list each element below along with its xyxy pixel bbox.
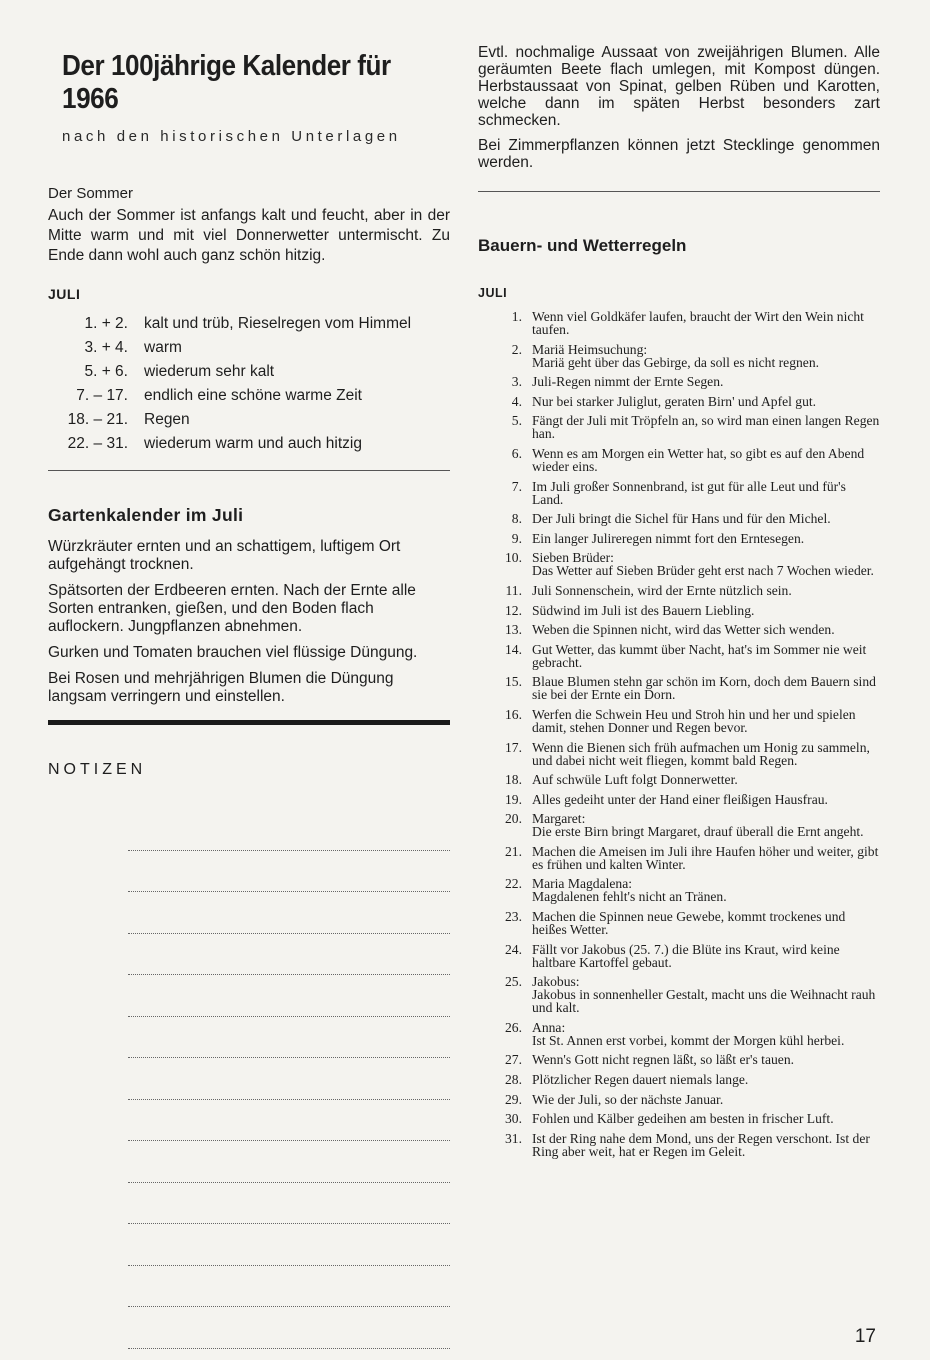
rule-number: 28. bbox=[505, 1072, 522, 1088]
rule-number: 23. bbox=[505, 909, 522, 925]
notes-line bbox=[128, 1183, 450, 1225]
notes-line bbox=[128, 851, 450, 893]
rule-number: 8. bbox=[511, 511, 522, 527]
rule-item bbox=[478, 708, 880, 734]
rule-number: 11. bbox=[505, 582, 522, 598]
rule-text: Wenn es am Morgen ein Wetter hat, so gibt es auf den Abend wieder eins. bbox=[532, 445, 865, 474]
rule-number: 29. bbox=[505, 1091, 522, 1107]
rule-item bbox=[478, 414, 880, 440]
rule-number: 7. bbox=[511, 478, 522, 494]
rule-item bbox=[478, 675, 880, 701]
weather-days: 18. – 21. bbox=[67, 411, 128, 428]
summer-text: Auch der Sommer ist anfangs kalt und feucht, aber in der Mitte warm und mit viel Donnerwetter untermischt. Zu Ende dann wohl auch ganz schön hitzig. bbox=[48, 207, 450, 264]
indoor-plants-text: Bei Zimmerpflanzen können jetzt Stecklinge genommen werden. bbox=[478, 137, 880, 171]
garden-paragraph: Spätsorten der Erdbeeren ernten. Nach der Ernte alle Sorten entranken, gießen, und den Boden flach auflockern. Jungpflanzen abnehmen. bbox=[48, 582, 416, 635]
rule-number: 17. bbox=[505, 739, 522, 755]
rule-text: Auf schwüle Luft folgt Donnerwetter. bbox=[532, 772, 738, 788]
weather-forecast-list bbox=[48, 312, 450, 456]
garden-paragraph: Bei Rosen und mehrjährigen Blumen die Düngung langsam verringern und einstellen. bbox=[48, 670, 394, 705]
rule-text: Der Juli bringt die Sichel für Hans und für den Michel. bbox=[532, 511, 831, 527]
rule-item bbox=[478, 741, 880, 767]
rules-heading: Bauern- und Wetterregeln bbox=[478, 236, 687, 255]
notes-line bbox=[128, 1224, 450, 1266]
notes-line bbox=[128, 1017, 450, 1059]
garden-paragraph: Gurken und Tomaten brauchen viel flüssige Düngung. bbox=[48, 644, 418, 661]
divider bbox=[478, 191, 880, 192]
rule-item bbox=[478, 1132, 880, 1158]
weather-row bbox=[48, 312, 450, 336]
rule-item bbox=[478, 1112, 880, 1125]
rule-text: Ist der Ring nahe dem Mond, uns der Regen verschont. Ist der Ring aber weit, hat er Regen im Geleit. bbox=[532, 1130, 870, 1159]
weather-text: warm bbox=[144, 339, 182, 356]
weather-rules-list bbox=[478, 310, 880, 1158]
weather-row bbox=[48, 384, 450, 408]
rule-text: Südwind im Juli ist des Bauern Liebling. bbox=[532, 602, 755, 618]
rule-text: Juli-Regen nimmt der Ernte Segen. bbox=[532, 374, 724, 390]
rule-text: Maria Magdalena: Magdalenen fehlt's nicht an Tränen. bbox=[532, 876, 727, 905]
garden-continued: Evtl. nochmalige Aussaat von zweijährigen Blumen. Alle geräumten Beete flach umlegen, mit Kompost düngen. Herbstaussaat von Spinat, gelben Rüben und Karotten, welche dann im späten Herbst besonders zart schmecken. bbox=[478, 44, 880, 129]
rule-number: 15. bbox=[505, 674, 522, 690]
rule-number: 10. bbox=[505, 550, 522, 566]
notes-lines bbox=[128, 809, 450, 1349]
rule-text: Mariä Heimsuchung: Mariä geht über das Gebirge, da soll es nicht regnen. bbox=[532, 341, 820, 370]
rule-text: Fängt der Juli mit Tröpfeln an, so wird man einen langen Regen han. bbox=[532, 413, 880, 442]
weather-text: Regen bbox=[144, 411, 190, 428]
rule-text: Margaret: Die erste Birn bringt Margaret, drauf überall die Ernt angeht. bbox=[532, 811, 864, 840]
rule-item bbox=[478, 551, 880, 577]
rule-item bbox=[478, 845, 880, 871]
page-subtitle: nach den historischen Unterlagen bbox=[62, 128, 401, 145]
notes-line bbox=[128, 892, 450, 934]
rule-number: 21. bbox=[505, 843, 522, 859]
weather-text: kalt und trüb, Rieselregen vom Himmel bbox=[144, 315, 412, 332]
rule-item bbox=[478, 343, 880, 369]
rule-number: 20. bbox=[505, 811, 522, 827]
notes-line bbox=[128, 1058, 450, 1100]
notes-label: NOTIZEN bbox=[48, 761, 147, 778]
rule-text: Plötzlicher Regen dauert niemals lange. bbox=[532, 1072, 749, 1088]
page-title: Der 100jährige Kalender für 1966 bbox=[62, 50, 391, 115]
rule-text: Wenn die Bienen sich früh aufmachen um Honig zu sammeln, und dabei nicht weit fliegen, kommt bald Regen. bbox=[532, 739, 870, 768]
weather-text: wiederum warm und auch hitzig bbox=[144, 435, 362, 452]
rule-text: Werfen die Schwein Heu und Stroh hin und her und spielen damit, stehen Donner und Regen bevor. bbox=[532, 706, 856, 735]
rule-number: 24. bbox=[505, 941, 522, 957]
rule-text: Ein langer Julireregen nimmt fort den Erntesegen. bbox=[532, 530, 805, 546]
rule-item bbox=[478, 1073, 880, 1086]
rule-item bbox=[478, 447, 880, 473]
rule-text: Fohlen und Kälber gedeihen am besten in frischer Luft. bbox=[532, 1111, 834, 1127]
rule-item bbox=[478, 943, 880, 969]
rule-text: Blaue Blumen stehn gar schön im Korn, doch dem Bauern sind sie bei der Ernte ein Dorn. bbox=[532, 674, 876, 703]
weather-text: wiederum sehr kalt bbox=[144, 363, 275, 380]
notes-line bbox=[128, 1100, 450, 1142]
rule-text: Fällt vor Jakobus (25. 7.) die Blüte ins Kraut, wird keine haltbare Kartoffel gebaut. bbox=[532, 941, 840, 970]
garden-section bbox=[48, 538, 450, 706]
rule-item bbox=[478, 877, 880, 903]
rule-text: Machen die Ameisen im Juli ihre Haufen höher und weiter, gibt es frühen und kalten Winter. bbox=[532, 843, 879, 872]
rule-text: Jakobus: Jakobus in sonnenheller Gestalt, macht uns die Weihnacht rauh und kalt. bbox=[532, 974, 876, 1016]
rule-item bbox=[478, 1021, 880, 1047]
rules-month-label: JULI bbox=[478, 286, 508, 300]
thick-divider bbox=[48, 720, 450, 725]
left-column bbox=[48, 44, 450, 1349]
garden-heading: Gartenkalender im Juli bbox=[48, 505, 244, 525]
rule-item bbox=[478, 623, 880, 636]
rule-number: 1. bbox=[511, 309, 522, 324]
rule-item bbox=[478, 643, 880, 669]
rule-text: Anna: Ist St. Annen erst vorbei, kommt der Morgen kühl herbei. bbox=[532, 1019, 845, 1048]
notes-line bbox=[128, 1266, 450, 1308]
notes-line bbox=[128, 1307, 450, 1349]
rule-item bbox=[478, 480, 880, 506]
rule-text: Machen die Spinnen neue Gewebe, kommt trockenes und heißes Wetter. bbox=[532, 909, 846, 938]
rule-item bbox=[478, 512, 880, 525]
rule-item bbox=[478, 1053, 880, 1066]
weather-days: 7. – 17. bbox=[76, 387, 128, 404]
weather-days: 1. + 2. bbox=[84, 315, 128, 332]
weather-row bbox=[48, 432, 450, 456]
notes-line bbox=[128, 934, 450, 976]
rule-number: 16. bbox=[505, 706, 522, 722]
rule-number: 26. bbox=[505, 1019, 522, 1035]
page-number: 17 bbox=[854, 1326, 876, 1347]
rule-text: Nur bei starker Juliglut, geraten Birn' und Apfel gut. bbox=[532, 393, 817, 409]
rule-number: 19. bbox=[505, 791, 522, 807]
rule-item bbox=[478, 975, 880, 1014]
rule-number: 31. bbox=[505, 1130, 522, 1146]
rule-item bbox=[478, 910, 880, 936]
rule-number: 25. bbox=[505, 974, 522, 990]
weather-text: endlich eine schöne warme Zeit bbox=[144, 387, 362, 404]
rule-number: 5. bbox=[511, 413, 522, 429]
rule-number: 22. bbox=[505, 876, 522, 892]
rule-item bbox=[478, 584, 880, 597]
rule-text: Alles gedeiht unter der Hand einer fleißigen Hausfrau. bbox=[532, 791, 828, 807]
rule-item bbox=[478, 532, 880, 545]
rule-item bbox=[478, 604, 880, 617]
rule-number: 30. bbox=[505, 1111, 522, 1127]
rule-item bbox=[478, 1093, 880, 1106]
rule-number: 14. bbox=[505, 641, 522, 657]
rule-text: Gut Wetter, das kummt über Nacht, hat's im Sommer nie weit gebracht. bbox=[532, 641, 867, 670]
weather-days: 22. – 31. bbox=[67, 435, 128, 452]
rule-item bbox=[478, 793, 880, 806]
rule-item bbox=[478, 395, 880, 408]
rule-text: Wenn viel Goldkäfer laufen, braucht der Wirt den Wein nicht taufen. bbox=[532, 309, 864, 337]
rule-number: 18. bbox=[505, 772, 522, 788]
summer-heading: Der Sommer bbox=[48, 185, 134, 202]
rule-number: 3. bbox=[511, 374, 522, 390]
notes-line bbox=[128, 1141, 450, 1183]
rule-number: 27. bbox=[505, 1052, 522, 1068]
rule-item bbox=[478, 375, 880, 388]
rule-number: 2. bbox=[511, 341, 522, 357]
rule-item bbox=[478, 310, 880, 336]
weather-row bbox=[48, 408, 450, 432]
rule-item bbox=[478, 812, 880, 838]
rule-text: Wie der Juli, so der nächste Januar. bbox=[532, 1091, 724, 1107]
month-label: JULI bbox=[48, 286, 81, 302]
garden-paragraph: Würzkräuter ernten und an schattigem, luftigem Ort aufgehängt trocknen. bbox=[48, 538, 401, 573]
rule-text: Weben die Spinnen nicht, wird das Wetter sich wenden. bbox=[532, 622, 835, 638]
weather-row bbox=[48, 360, 450, 384]
right-column bbox=[478, 44, 880, 1164]
rule-text: Sieben Brüder: Das Wetter auf Sieben Brüder geht erst nach 7 Wochen wieder. bbox=[532, 550, 874, 579]
notes-line bbox=[128, 975, 450, 1017]
weather-row bbox=[48, 336, 450, 360]
notes-line bbox=[128, 809, 450, 851]
rule-number: 9. bbox=[511, 530, 522, 546]
rule-item bbox=[478, 773, 880, 786]
rule-number: 13. bbox=[505, 622, 522, 638]
rule-number: 6. bbox=[511, 445, 522, 461]
divider bbox=[48, 470, 450, 471]
rule-text: Juli Sonnenschein, wird der Ernte nützlich sein. bbox=[532, 582, 792, 598]
weather-days: 3. + 4. bbox=[84, 339, 128, 356]
rule-text: Wenn's Gott nicht regnen läßt, so läßt er's tauen. bbox=[532, 1052, 795, 1068]
rule-number: 12. bbox=[505, 602, 522, 618]
rule-text: Im Juli großer Sonnenbrand, ist gut für alle Leut und für's Land. bbox=[532, 478, 846, 507]
weather-days: 5. + 6. bbox=[84, 363, 128, 380]
rule-number: 4. bbox=[511, 393, 522, 409]
